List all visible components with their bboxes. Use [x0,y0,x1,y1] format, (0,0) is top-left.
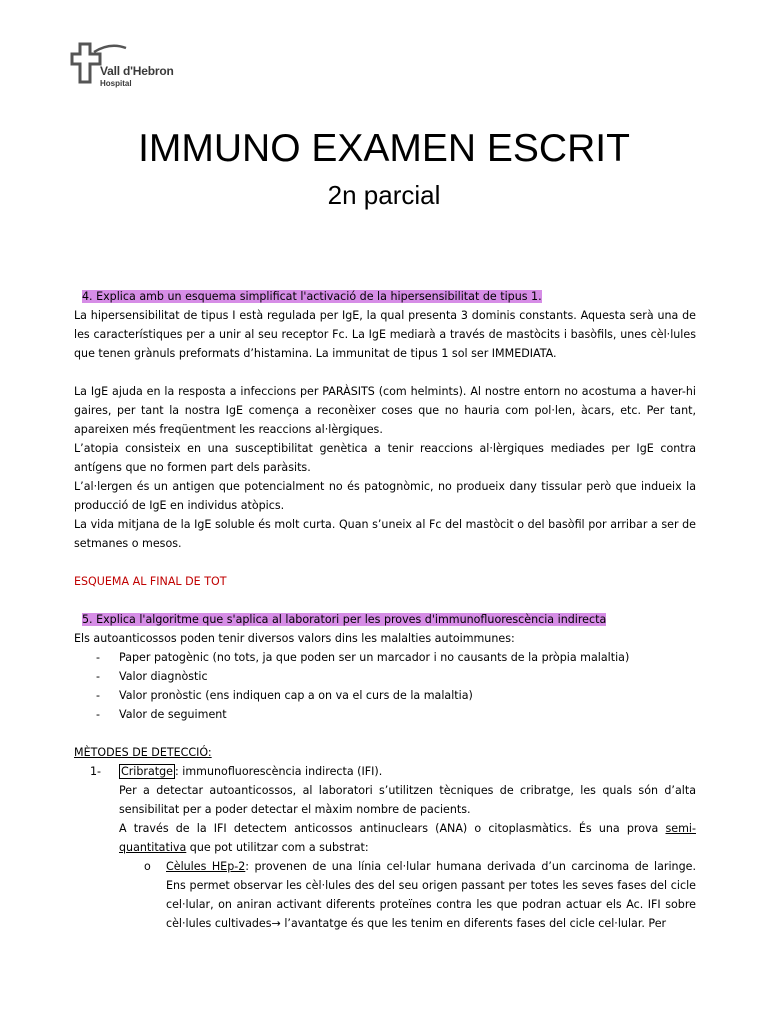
document-title: IMMUNO EXAMEN ESCRIT [138,127,630,170]
list-item: - Valor de seguiment [74,705,696,724]
list-item: - Valor pronòstic (ens indiquen cap a on va el curs de la malaltia) [74,686,696,705]
list-item: - Valor diagnòstic [74,667,696,686]
hep2-text: : provenen de una línia cel·lular humana derivada d’un carcinoma de laringe. Ens permet observar les cèl·lules des del seu origen passant per totes les seves fases del cicle cel·lular, on aniran activant diferents proteïnes contra les que podran actuar els Ac. IFI sobre cèl·lules cultivades→ l’avantatge és que les tenim en diferents fases del cicle cel·lular. Per [166,860,696,930]
document-subtitle: 2n parcial [327,180,441,210]
logo-name: Vall d'Hebron [100,64,174,78]
method-1 [74,762,696,781]
methods-title: MÈTODES DE DETECCIÓ: [74,746,212,759]
q4-paragraph-2: La IgE ajuda en la resposta a infeccions per PARÀSITS (com helmints). Al nostre entorn no acostuma a haver-hi gaires, per tant la nostra IgE comença a reconèixer coses que no hauria com pol·len, àcars, etc. Per tant, apareixen més freqüentment les reaccions al·lèrgiques. [74,385,696,436]
hospital-logo [70,42,190,92]
q4-paragraph-5: La vida mitjana de la IgE soluble és molt curta. Quan s’uneix al Fc del mastòcit o del basòfil por arribar a ser de setmanes o mesos. [74,518,696,550]
q4-paragraph-1: La hipersensibilitat de tipus I està regulada per IgE, la qual presenta 3 dominis constants. Aquesta serà una de les característiques per a unir al seu receptor Fc. La IgE mediarà a través de mastòcits i basòfils, unes cèl·lules que tenen grànuls preformats d’histamina. La immunitat de tipus 1 sol ser IMMEDIATA. [74,309,696,360]
q4-paragraph-3: L’atopia consisteix en una susceptibilitat genètica a tenir reaccions al·lèrgiques mediades per IgE contra antígens que no formen part dels paràsits. [74,442,696,474]
question-4-heading [74,287,696,306]
hep2-label: Cèlules HEp-2 [166,860,246,873]
method-1-rest: : immunofluorescència indirecta (IFI). [175,765,383,778]
autoantibody-values-list [74,648,696,724]
method-1-number: 1- [90,765,102,778]
method-1-paragraph-1: Per a detectar autoanticossos, al laboratori s’utilitzen tècniques de cribratge, les quals són d’alta sensibilitat per a poder detectar el màxim nombre de pacients. [119,784,696,816]
document-body [74,287,696,933]
logo-sub: Hospital [100,79,132,88]
question-5-text: 5. Explica l'algoritme que s'aplica al laboratori per les proves d'immunofluorescència indirecta [82,613,607,626]
method-1-text-a: A través de la IFI detectem anticossos antinuclears (ANA) o citoplasmàtics. És una prova [119,822,666,835]
hep2-item [74,857,696,933]
method-1-text-underlined: semi-quantitativa [119,822,696,854]
bullet-icon: o [144,860,151,873]
method-1-label: Cribratge [121,765,174,778]
scheme-note: ESQUEMA AL FINAL DE TOT [74,575,227,588]
q4-paragraph-4: L’al·lergen és un antigen que potencialment no és patognòmic, no produeix dany tissular però que indueix la producció de IgE en individus atòpics. [74,480,696,512]
method-1-text-b: que pot utilitzar com a substrat: [186,841,369,854]
question-5-heading [74,610,696,629]
question-4-text: 4. Explica amb un esquema simplificat l'activació de la hipersensibilitat de tipus 1. [82,290,542,303]
list-item: - Paper patogènic (no tots, ja que poden ser un marcador i no causants de la pròpia malaltia) [74,648,696,667]
q5-intro: Els autoanticossos poden tenir diversos valors dins les malalties autoimmunes: [74,632,515,645]
method-1-paragraph-2 [74,819,696,857]
